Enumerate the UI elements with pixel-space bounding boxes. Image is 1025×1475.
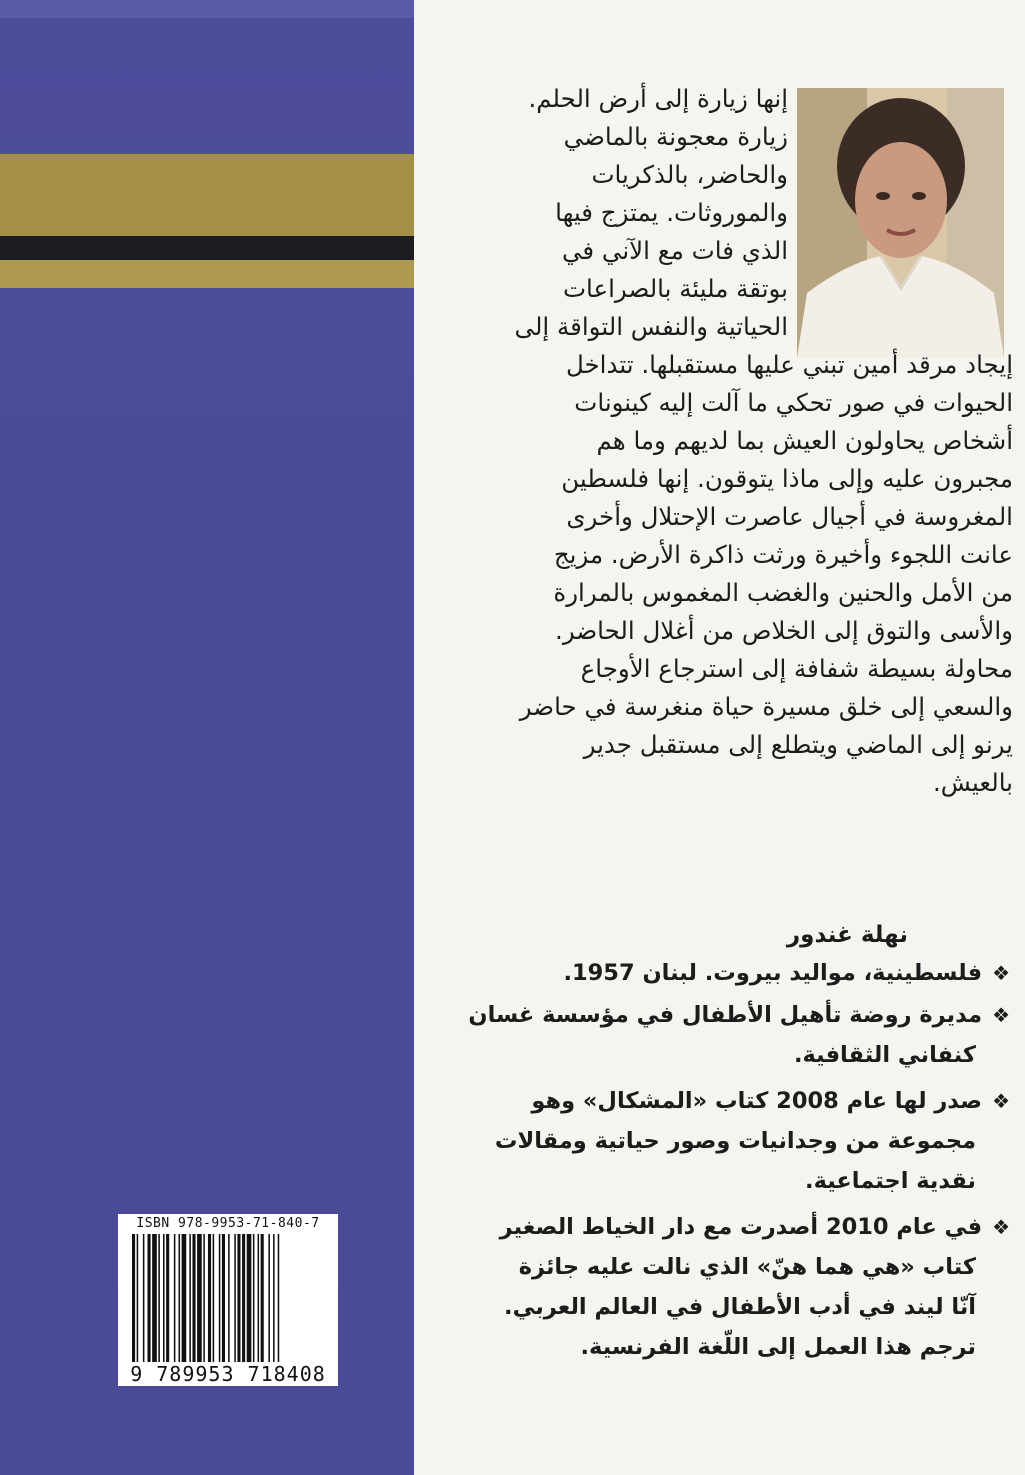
blurb-line: زيارة معجونة بالماضي: [563, 122, 788, 151]
spine-dark-band: [0, 236, 414, 260]
spine-gold-band-lower: [0, 260, 414, 288]
barcode-bar: [237, 1234, 240, 1362]
bullet-diamond-icon: ❖: [992, 1003, 1010, 1027]
bio-line: [500, 1214, 1010, 1240]
author-portrait-photo: [797, 88, 1004, 358]
blurb-line: إنها زيارة إلى أرض الحلم.: [528, 84, 788, 113]
barcode-bar: [222, 1234, 225, 1362]
barcode-bar: [182, 1234, 187, 1362]
bio-line: نقدية اجتماعية.: [805, 1168, 976, 1194]
barcode-bar: [247, 1234, 252, 1362]
barcode-bar: [228, 1234, 230, 1362]
blurb-line: يرنو إلى الماضي ويتطلع إلى مستقبل جدير: [583, 730, 1013, 759]
bullet-diamond-icon: ❖: [992, 1089, 1010, 1113]
bio-line: [563, 960, 1010, 986]
bio-line: [468, 1002, 1010, 1028]
barcode-bar: [261, 1234, 264, 1362]
barcode-bar: [242, 1234, 245, 1362]
barcode-bar: [152, 1234, 157, 1362]
bio-text: مديرة روضة تأهيل الأطفال في مؤسسة غسان: [468, 1002, 983, 1028]
barcode-bar: [163, 1234, 165, 1362]
blurb-line: محاولة بسيطة شفافة إلى استرجاع الأوجاع: [580, 654, 1013, 683]
barcode-bar: [192, 1234, 195, 1362]
barcode-bar: [203, 1234, 205, 1362]
barcode-bar: [166, 1234, 169, 1362]
isbn-barcode: [118, 1214, 338, 1386]
blurb-line: الحيوات في صور تحكي ما آلت إليه كينونات: [574, 388, 1013, 417]
barcode-bar: [148, 1234, 151, 1362]
barcode-bar: [179, 1234, 181, 1362]
bio-text: فلسطينية، مواليد بيروت. لبنان 1957.: [563, 960, 983, 986]
barcode-bars-icon: [132, 1234, 324, 1362]
spine-gold-band: [0, 154, 414, 236]
blurb-line: أشخاص يحاولون العيش بما لديهم وما هم: [596, 426, 1013, 455]
spine-top-band: [0, 0, 414, 18]
blurb-line: والحاضر، بالذكريات: [591, 160, 788, 189]
barcode-bar: [197, 1234, 202, 1362]
blurb-line: من الأمل والحنين والغضب المغموس بالمرارة: [553, 578, 1013, 607]
barcode-bar: [273, 1234, 275, 1362]
barcode-bar: [189, 1234, 191, 1362]
author-name: نهلة غندور: [786, 922, 908, 948]
barcode-bar: [174, 1234, 176, 1362]
bullet-diamond-icon: ❖: [992, 961, 1010, 985]
barcode-bar: [137, 1234, 139, 1362]
blurb-line: إيجاد مرقد أمين تبني عليها مستقبلها. تتداخل: [565, 350, 1013, 379]
barcode-bar: [143, 1234, 145, 1362]
barcode-bar: [258, 1234, 260, 1362]
blurb-line: المغروسة في أجيال عاصرت الإحتلال وأخرى: [566, 502, 1013, 531]
blurb-line: والموروثات. يمتزج فيها: [555, 198, 788, 227]
barcode-bar: [219, 1234, 221, 1362]
blurb-line: عانت اللجوء وأخيرة ورثت ذاكرة الأرض. مزيج: [553, 540, 1013, 569]
bio-line: كنفاني الثقافية.: [793, 1042, 976, 1068]
author-portrait-icon: [797, 88, 1004, 358]
barcode-bar: [268, 1234, 270, 1362]
barcode-bar: [158, 1234, 160, 1362]
blurb-line: والسعي إلى خلق مسيرة حياة منغرسة في حاضر: [519, 692, 1013, 721]
blurb-line: الذي فات مع الآني في: [561, 236, 788, 265]
blurb-line: والأسى والتوق إلى الخلاص من أغلال الحاضر.: [555, 616, 1013, 645]
bio-line: آنّا ليند في أدب الأطفال في العالم العربي.: [504, 1294, 976, 1320]
bio-line: [531, 1088, 1010, 1114]
blurb-line: بالعيش.: [933, 768, 1013, 797]
bio-text: في عام 2010 أصدرت مع دار الخياط الصغير: [499, 1214, 983, 1240]
bio-text: صدر لها عام 2008 كتاب «المشكال» وهو: [531, 1088, 983, 1114]
barcode-bar: [234, 1234, 236, 1362]
barcode-bar: [253, 1234, 255, 1362]
blurb-line: مجبرون عليه وإلى ماذا يتوقون. إنها فلسطين: [561, 464, 1013, 493]
barcode-bar: [213, 1234, 215, 1362]
bio-line: كتاب «هي هما هنّ» الذي نالت عليه جائزة: [518, 1254, 976, 1280]
bio-line: ترجم هذا العمل إلى اللّغة الفرنسية.: [580, 1334, 976, 1360]
isbn-label: ISBN 978-9953-71-840-7: [136, 1216, 320, 1231]
bio-line: مجموعة من وجدانيات وصور حياتية ومقالات: [494, 1128, 976, 1154]
barcode-bar: [278, 1234, 280, 1362]
barcode-digits: 9 789953 718408: [130, 1362, 326, 1386]
barcode-bar: [208, 1234, 211, 1362]
bullet-diamond-icon: ❖: [992, 1215, 1010, 1239]
blurb-line: الحياتية والنفس التواقة إلى: [514, 312, 788, 341]
blurb-line: بوتقة مليئة بالصراعات: [562, 274, 788, 303]
barcode-bar: [132, 1234, 135, 1362]
